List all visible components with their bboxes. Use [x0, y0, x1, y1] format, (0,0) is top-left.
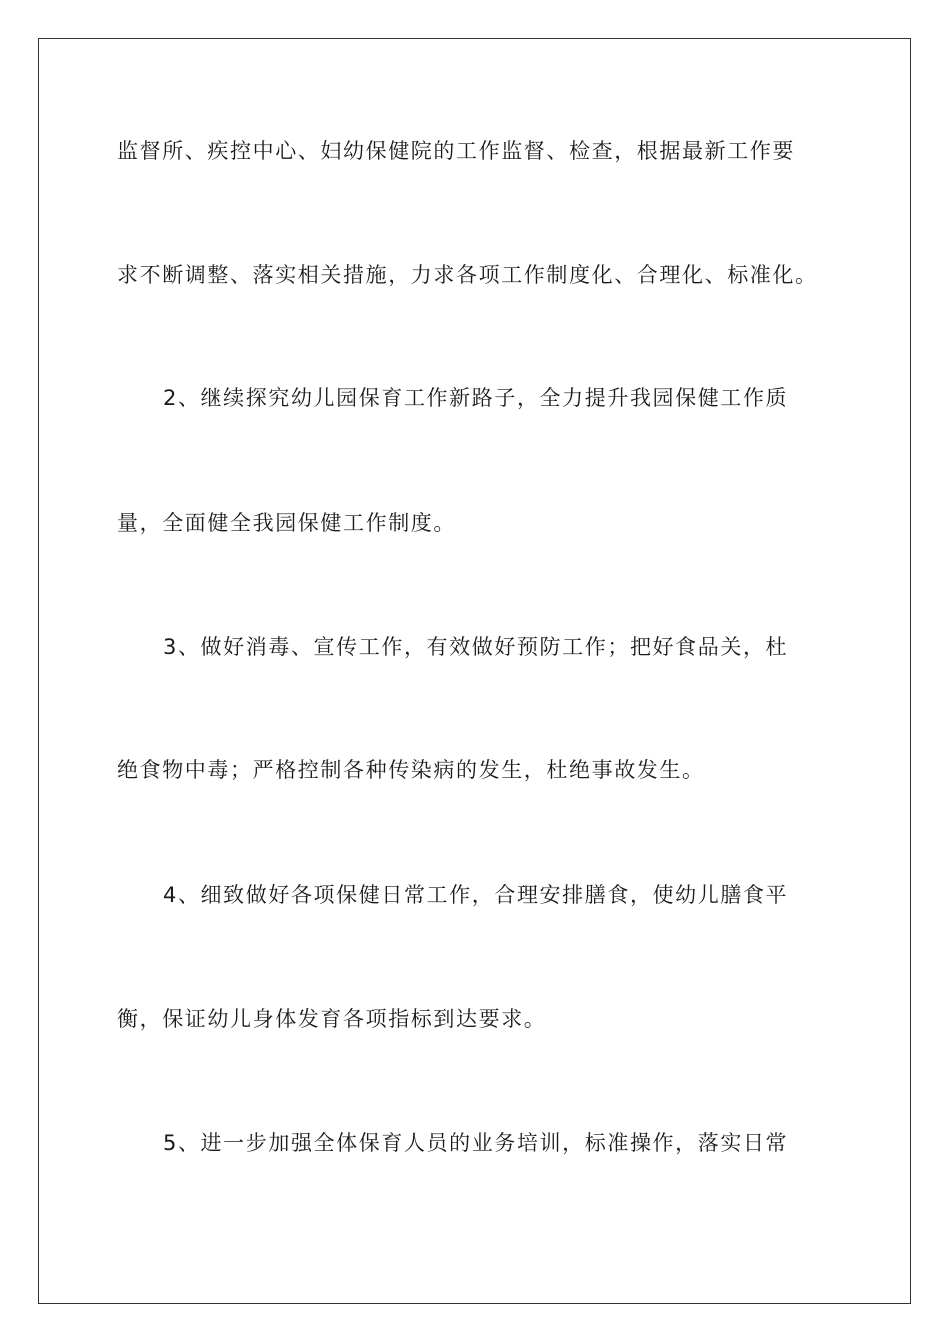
text-line-paragraph-start: 2、继续探究幼儿园保育工作新路子，全力提升我园保健工作质	[163, 386, 789, 410]
text-line: 量，全面健全我园保健工作制度。	[117, 511, 456, 535]
text-line: 监督所、疾控中心、妇幼保健院的工作监督、检查，根据最新工作要	[117, 139, 795, 163]
text-line-paragraph-start: 3、做好消毒、宣传工作，有效做好预防工作；把好食品关，杜	[163, 635, 789, 659]
page-border	[38, 38, 911, 1304]
text-line-paragraph-start: 5、进一步加强全体保育人员的业务培训，标准操作，落实日常	[163, 1131, 789, 1155]
text-line: 衡，保证幼儿身体发育各项指标到达要求。	[117, 1007, 547, 1031]
text-line: 求不断调整、落实相关措施，力求各项工作制度化、合理化、标准化。	[117, 263, 818, 287]
text-line: 绝食物中毒；严格控制各种传染病的发生，杜绝事故发生。	[117, 758, 705, 782]
text-line-paragraph-start: 4、细致做好各项保健日常工作，合理安排膳食，使幼儿膳食平	[163, 883, 789, 907]
